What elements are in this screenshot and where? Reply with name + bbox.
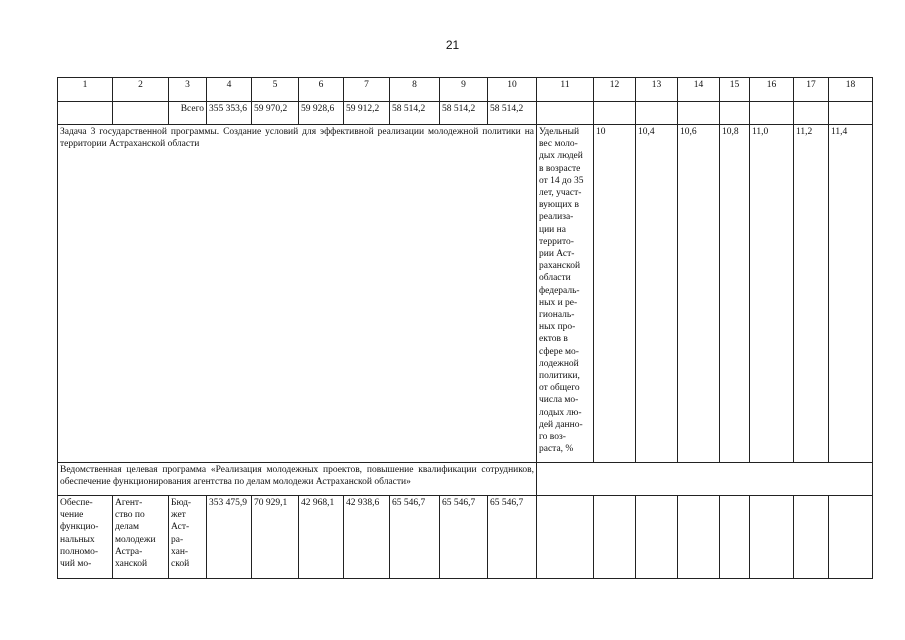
column-header: 1 (58, 78, 113, 102)
indicator-value: 10,8 (720, 125, 750, 463)
programme-row (58, 463, 873, 496)
total-label: Всего (169, 102, 207, 125)
table-cell (537, 463, 873, 496)
budget-table (57, 77, 873, 579)
item-value: 42 938,6 (344, 496, 390, 579)
column-header: 4 (207, 78, 252, 102)
total-value: 59 912,2 (344, 102, 390, 125)
task-row (58, 125, 873, 463)
table-cell (829, 102, 873, 125)
table-cell (720, 102, 750, 125)
column-header: 9 (440, 78, 488, 102)
column-header: 16 (750, 78, 794, 102)
total-value: 58 514,2 (440, 102, 488, 125)
total-value: 58 514,2 (390, 102, 440, 125)
column-header: 13 (636, 78, 678, 102)
item-source: Бюд- жет Аст- ра- хан- ской (169, 496, 207, 579)
indicator-value: 10 (594, 125, 636, 463)
column-header: 3 (169, 78, 207, 102)
column-header: 14 (678, 78, 720, 102)
column-header: 6 (299, 78, 344, 102)
table-cell (537, 102, 594, 125)
total-value: 355 353,6 (207, 102, 252, 125)
page-number: 21 (445, 38, 460, 52)
item-value: 70 929,1 (252, 496, 299, 579)
table-cell (829, 496, 873, 579)
column-header: 11 (537, 78, 594, 102)
item-value: 65 546,7 (390, 496, 440, 579)
item-value: 42 968,1 (299, 496, 344, 579)
table-cell (594, 102, 636, 125)
column-header: 2 (113, 78, 169, 102)
indicator-value: 11,4 (829, 125, 873, 463)
table-cell (750, 102, 794, 125)
column-header: 7 (344, 78, 390, 102)
column-header: 10 (488, 78, 537, 102)
table-cell (794, 496, 829, 579)
task-title: Задача 3 государственной программы. Создание условий для эффективной реализации молодежной политики на территории Астраханской области (58, 125, 537, 463)
item-row (58, 496, 873, 579)
item-name: Обеспе- чение функцио- нальных полномо- чий мо- (58, 496, 113, 579)
column-header: 18 (829, 78, 873, 102)
total-row (58, 102, 873, 125)
table-cell (594, 496, 636, 579)
column-header: 15 (720, 78, 750, 102)
column-header: 8 (390, 78, 440, 102)
table-cell (678, 496, 720, 579)
table-cell (113, 102, 169, 125)
total-value: 58 514,2 (488, 102, 537, 125)
table-cell (636, 496, 678, 579)
total-value: 59 970,2 (252, 102, 299, 125)
programme-title: Ведомственная целевая программа «Реализация молодежных проектов, повышение квалификации сотрудников, обеспечение функционирования агентства по делам молодежи Астраханской области» (58, 463, 537, 496)
table-cell (794, 102, 829, 125)
table-cell (678, 102, 720, 125)
item-value: 65 546,7 (488, 496, 537, 579)
column-header: 17 (794, 78, 829, 102)
item-value: 353 475,9 (207, 496, 252, 579)
indicator-value: 11,2 (794, 125, 829, 463)
table-cell (720, 496, 750, 579)
table-cell (636, 102, 678, 125)
table-cell (58, 102, 113, 125)
column-header: 12 (594, 78, 636, 102)
indicator-value: 11,0 (750, 125, 794, 463)
indicator-description: Удельный вес моло- дых людей в возрасте от 14 до 35 лет, участ- вующих в реализа- ции на террито- рии Аст- раханской области федераль- ных и ре- гиональ- ных про- ектов в сфере мо- лодежной политики, от общего числа мо- лодых лю- дей данно- го воз- раста, % (537, 125, 594, 463)
indicator-value: 10,4 (636, 125, 678, 463)
indicator-value: 10,6 (678, 125, 720, 463)
item-executor: Агент- ство по делам молодежи Астра- ханской (113, 496, 169, 579)
item-value: 65 546,7 (440, 496, 488, 579)
table-cell (750, 496, 794, 579)
header-row (58, 78, 873, 102)
table-cell (537, 496, 594, 579)
column-header: 5 (252, 78, 299, 102)
total-value: 59 928,6 (299, 102, 344, 125)
